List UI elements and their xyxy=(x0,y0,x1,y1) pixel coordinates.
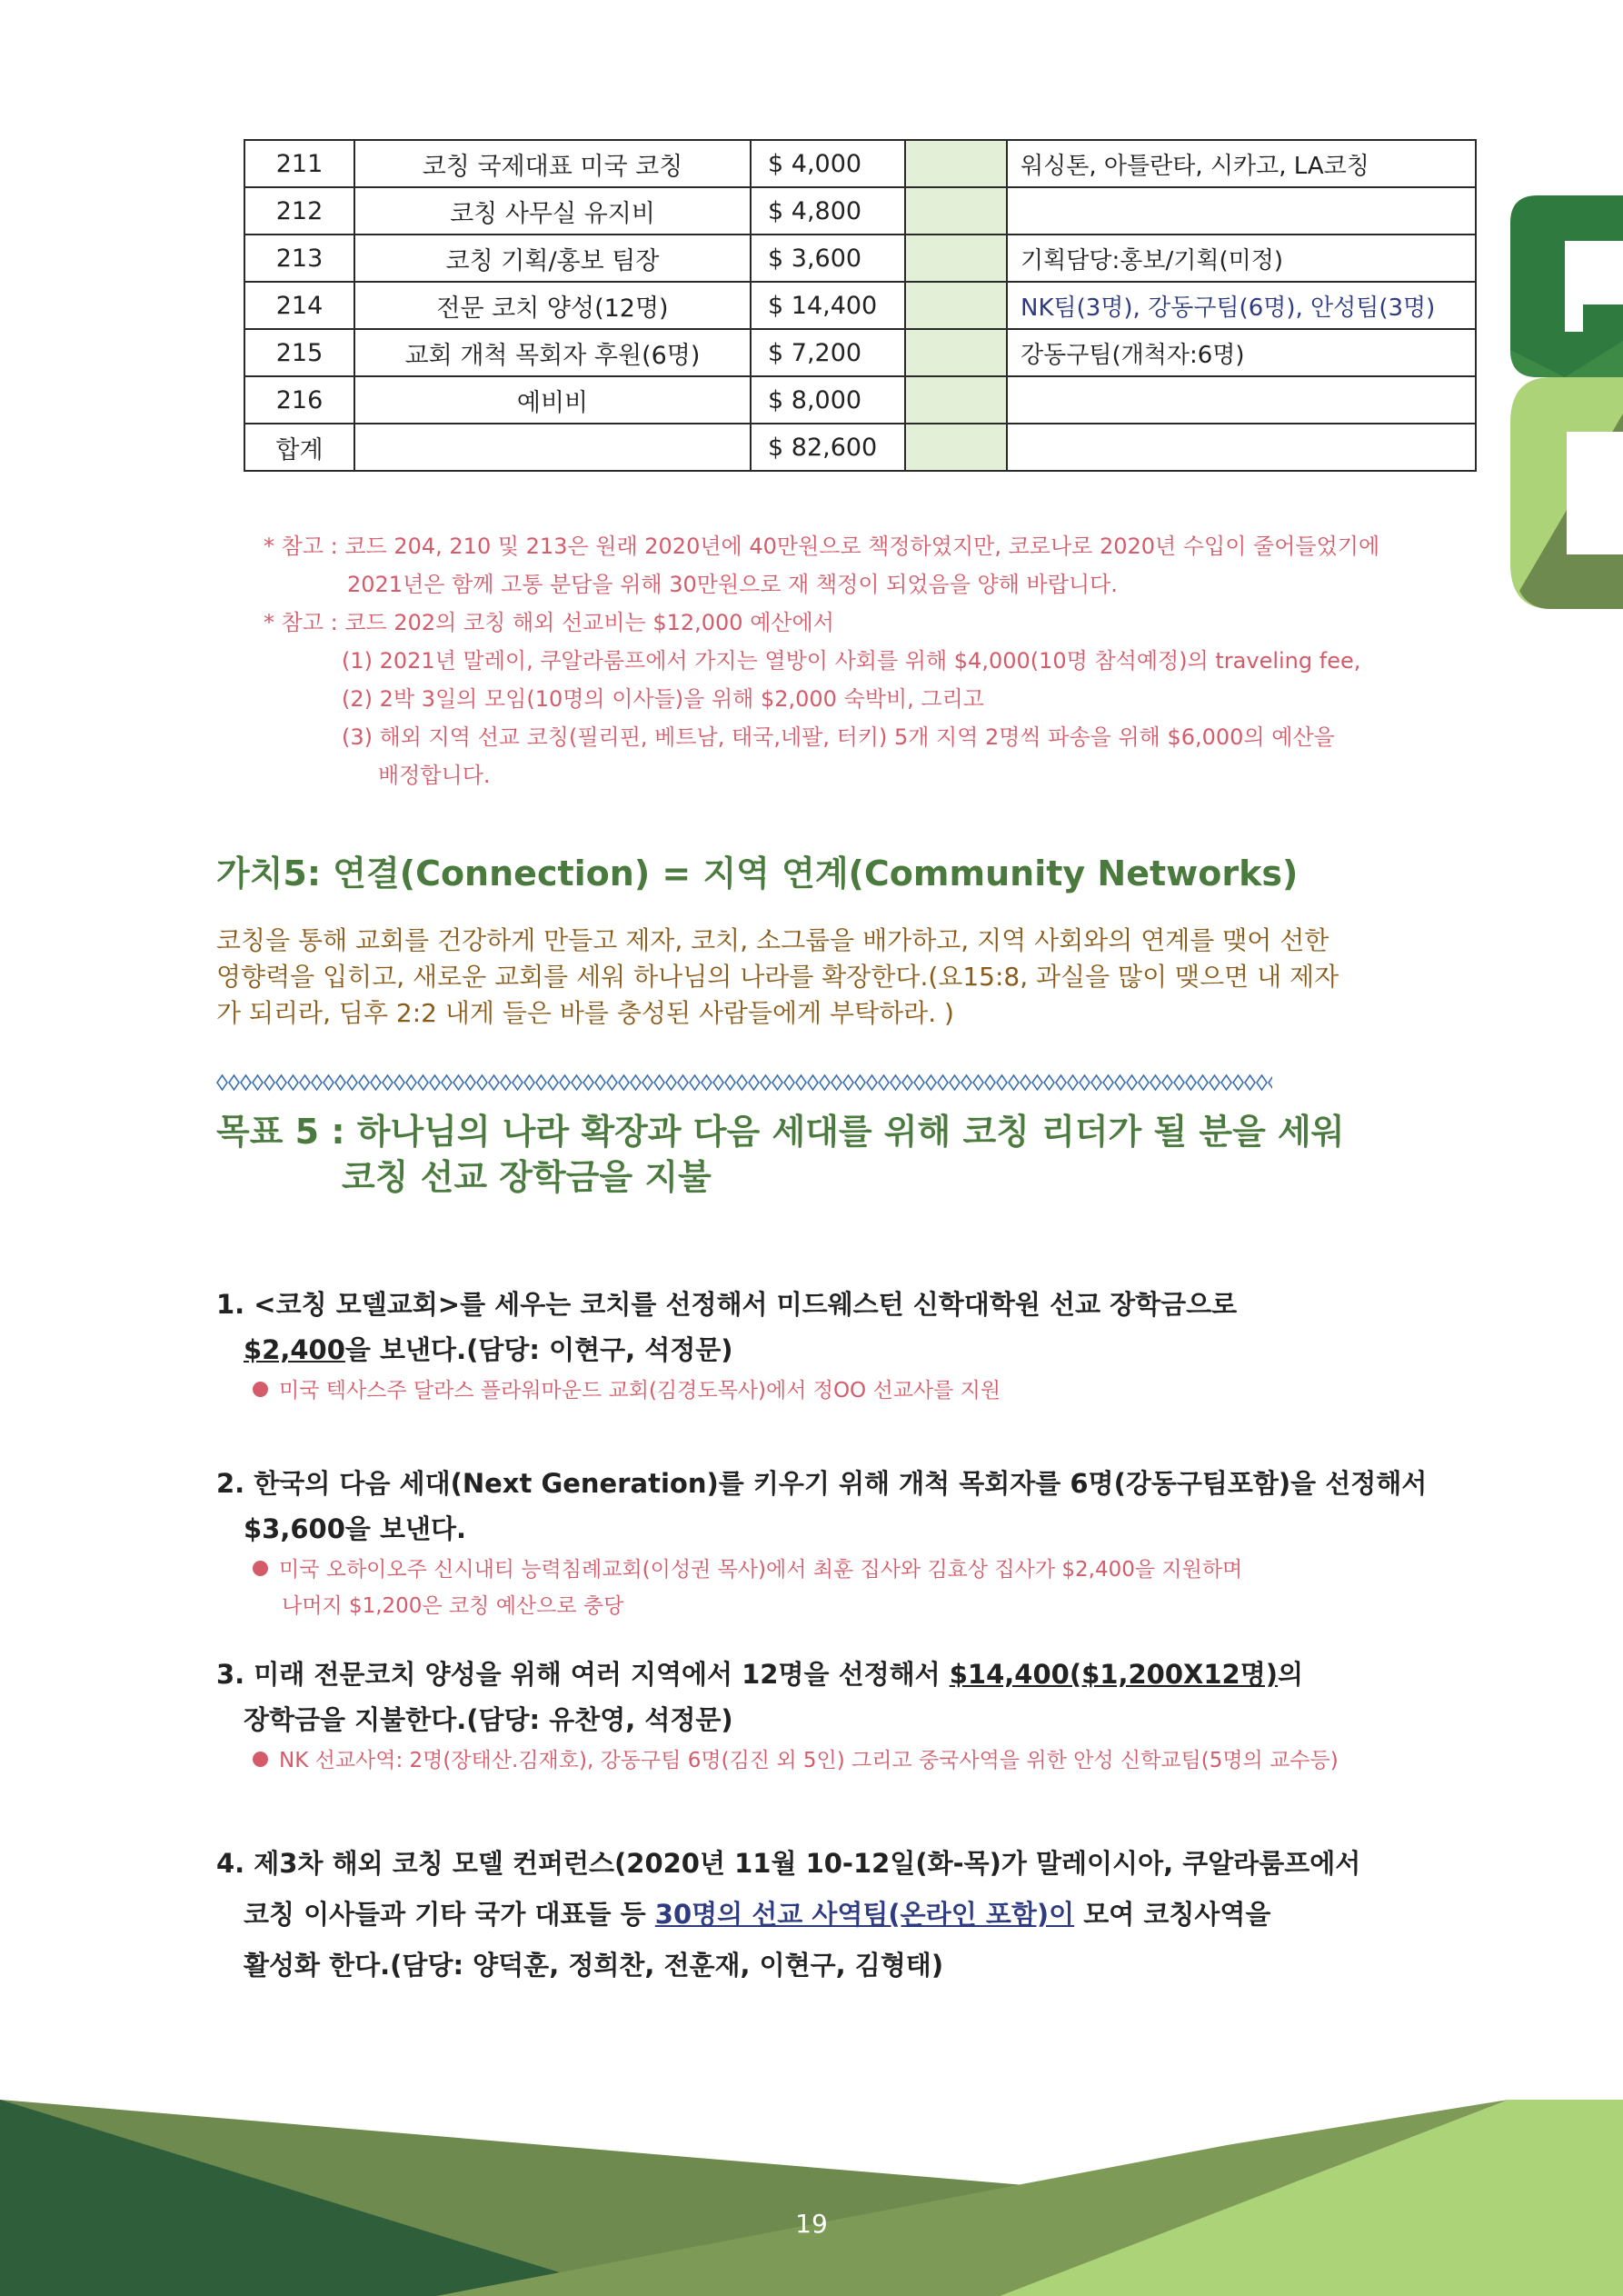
budget-row xyxy=(244,376,1476,424)
item-1-amount: $2,400 xyxy=(244,1334,345,1365)
item-4-line-1: 4. 제3차 해외 코칭 모델 컨퍼런스(2020년 11월 10-12일(화-목)가 말레이시아, 쿠알라룸프에서 xyxy=(216,1848,1361,1879)
budget-row xyxy=(244,187,1476,235)
item-2-sub xyxy=(216,1552,1507,1588)
item-2-sub-text-2: 나머지 $1,200은 코칭 예산으로 충당 xyxy=(282,1594,624,1618)
item-2-line-1: 2. 한국의 다음 세대(Next Generation)를 키우기 위해 개척 목회자를 6명(강동구팀포함)을 선정해서 xyxy=(216,1468,1428,1499)
item-4-line-2: 코칭 이사들과 기타 국가 대표들 등 xyxy=(244,1899,655,1930)
row-blank xyxy=(905,424,1007,471)
row-note: 강동구팀(개척자:6명) xyxy=(1007,329,1476,376)
go-logo-icon xyxy=(1510,195,1623,609)
note-2-line-4: (3) 해외 지역 선교 코칭(필리핀, 베트남, 태국,네팔, 터키) 5개 지역 2명씩 파송을 위해 $6,000의 예산을 xyxy=(342,724,1335,750)
goal-item-3 xyxy=(216,1652,1507,1779)
item-2-line-2: $3,600을 보낸다. xyxy=(244,1513,467,1544)
item-3-sub xyxy=(216,1742,1507,1779)
item-4-line-2-end: 모여 코칭사역을 xyxy=(1074,1899,1271,1930)
note-2-line-5: 배정합니다. xyxy=(378,763,491,788)
row-amount: $ 3,600 xyxy=(751,235,905,282)
row-blank xyxy=(905,282,1007,329)
row-note xyxy=(1007,187,1476,235)
budget-row xyxy=(244,282,1476,329)
row-code: 215 xyxy=(244,329,354,376)
row-amount: $ 4,800 xyxy=(751,187,905,235)
value-body-line-3: 가 되리라, 딤후 2:2 내게 들은 바를 충성된 사람들에게 부탁하라. ) xyxy=(216,998,954,1028)
row-item: 코칭 기획/홍보 팀장 xyxy=(354,235,751,282)
row-code: 211 xyxy=(244,140,354,187)
note-1-line-1: * 참고 : 코드 204, 210 및 213은 원래 2020년에 40만원으로 책정하였지만, 코로나로 2020년 수입이 줄어들었기에 xyxy=(264,534,1380,559)
row-code: 212 xyxy=(244,187,354,235)
goal-heading xyxy=(216,1109,1344,1200)
note-2-line-3: (2) 2박 3일의 모임(10명의 이사들)을 위해 $2,000 숙박비, 그리고 xyxy=(342,686,984,712)
budget-row xyxy=(244,140,1476,187)
item-1-line-1: 1. <코칭 모델교회>를 세우는 코치를 선정해서 미드웨스턴 신학대학원 선교 장학금으로 xyxy=(216,1289,1238,1320)
row-code: 216 xyxy=(244,376,354,424)
row-note: 워싱톤, 아틀란타, 시카고, LA코칭 xyxy=(1007,140,1476,187)
budget-notes xyxy=(264,527,1463,794)
note-1-line-2: 2021년은 함께 고통 분담을 위해 30만원으로 재 책정이 되었음을 양해 바랍니다. xyxy=(347,572,1118,597)
row-amount: $ 8,000 xyxy=(751,376,905,424)
row-note xyxy=(1007,424,1476,471)
bullet-icon xyxy=(253,1561,268,1576)
budget-row xyxy=(244,424,1476,471)
bullet-icon xyxy=(253,1382,268,1397)
value-body-line-2: 영향력을 입히고, 새로운 교회를 세워 하나님의 나라를 확장한다.(요15:8, 과실을 많이 맺으면 내 제자 xyxy=(216,962,1339,992)
row-blank xyxy=(905,235,1007,282)
item-1-sub-text: 미국 텍사스주 달라스 플라워마운드 교회(김경도목사)에서 정OO 선교사를 지원 xyxy=(279,1379,1001,1403)
budget-row xyxy=(244,329,1476,376)
row-amount: $ 7,200 xyxy=(751,329,905,376)
item-4-link-text: 30명의 선교 사역팀(온라인 포함)이 xyxy=(654,1899,1075,1930)
item-3-sub-text: NK 선교사역: 2명(장태산.김재호), 강동구팀 6명(김진 외 5인) 그리고 중국사역을 위한 안성 신학교팀(5명의 교수등) xyxy=(279,1749,1339,1772)
item-3-line-2: 장학금을 지불한다.(담당: 유찬영, 석정문) xyxy=(244,1704,733,1735)
item-3-line-1-end: 의 xyxy=(1277,1659,1303,1690)
row-amount: $ 14,400 xyxy=(751,282,905,329)
note-2-line-2: (1) 2021년 말레이, 쿠알라룸프에서 가지는 열방이 사회를 위해 $4,000(10명 참석예정)의 traveling fee, xyxy=(342,648,1361,674)
row-note: 기획담당:홍보/기획(미정) xyxy=(1007,235,1476,282)
row-note xyxy=(1007,376,1476,424)
page-number: 19 xyxy=(795,2209,828,2239)
row-item: 코칭 사무실 유지비 xyxy=(354,187,751,235)
row-item: 교회 개척 목회자 후원(6명) xyxy=(354,329,751,376)
goal-item-2 xyxy=(216,1461,1507,1624)
row-amount: $ 82,600 xyxy=(751,424,905,471)
budget-row xyxy=(244,235,1476,282)
row-amount: $ 4,000 xyxy=(751,140,905,187)
row-blank xyxy=(905,140,1007,187)
budget-table xyxy=(244,139,1477,472)
row-note: NK팀(3명), 강동구팀(6명), 안성팀(3명) xyxy=(1007,282,1476,329)
item-2-sub-text-1: 미국 오하이오주 신시내티 능력침례교회(이성권 목사)에서 최훈 집사와 김효상 집사가 $2,400을 지원하며 xyxy=(279,1558,1243,1582)
value-body xyxy=(216,923,1398,1032)
budget-table-body xyxy=(244,140,1476,471)
note-2-line-1: * 참고 : 코드 202의 코칭 해외 선교비는 $12,000 예산에서 xyxy=(264,610,834,635)
row-blank xyxy=(905,187,1007,235)
item-1-sub xyxy=(216,1373,1507,1409)
row-item: 전문 코치 양성(12명) xyxy=(354,282,751,329)
row-blank xyxy=(905,376,1007,424)
row-code: 합계 xyxy=(244,424,354,471)
row-item: 예비비 xyxy=(354,376,751,424)
value-body-line-1: 코칭을 통해 교회를 건강하게 만들고 제자, 코치, 소그룹을 배가하고, 지역 사회와의 연계를 맺어 선한 xyxy=(216,925,1329,955)
goal-heading-line-2: 코칭 선교 장학금을 지불 xyxy=(342,1157,712,1197)
item-3-line-1: 3. 미래 전문코치 양성을 위해 여러 지역에서 12명을 선정해서 xyxy=(216,1659,950,1690)
item-4-line-3: 활성화 한다.(담당: 양덕훈, 정희찬, 전훈재, 이현구, 김형태) xyxy=(244,1950,944,1981)
bullet-icon xyxy=(253,1752,268,1767)
diamond-divider xyxy=(216,1073,1272,1093)
goal-heading-line-1: 목표 5 : 하나님의 나라 확장과 다음 세대를 위해 코칭 리더가 될 분을 세워 xyxy=(216,1112,1345,1152)
footer-decoration xyxy=(0,2100,1623,2296)
item-3-amount: $14,400($1,200X12명) xyxy=(949,1659,1278,1690)
row-item: 코칭 국제대표 미국 코칭 xyxy=(354,140,751,187)
item-1-line-2: 을 보낸다.(담당: 이현구, 석정문) xyxy=(344,1334,733,1365)
value-heading: 가치5: 연결(Connection) = 지역 연계(Community Networks) xyxy=(216,854,1299,893)
goal-item-1 xyxy=(216,1282,1507,1409)
goal-item-4 xyxy=(216,1838,1507,1991)
row-code: 214 xyxy=(244,282,354,329)
row-code: 213 xyxy=(244,235,354,282)
row-item xyxy=(354,424,751,471)
row-blank xyxy=(905,329,1007,376)
